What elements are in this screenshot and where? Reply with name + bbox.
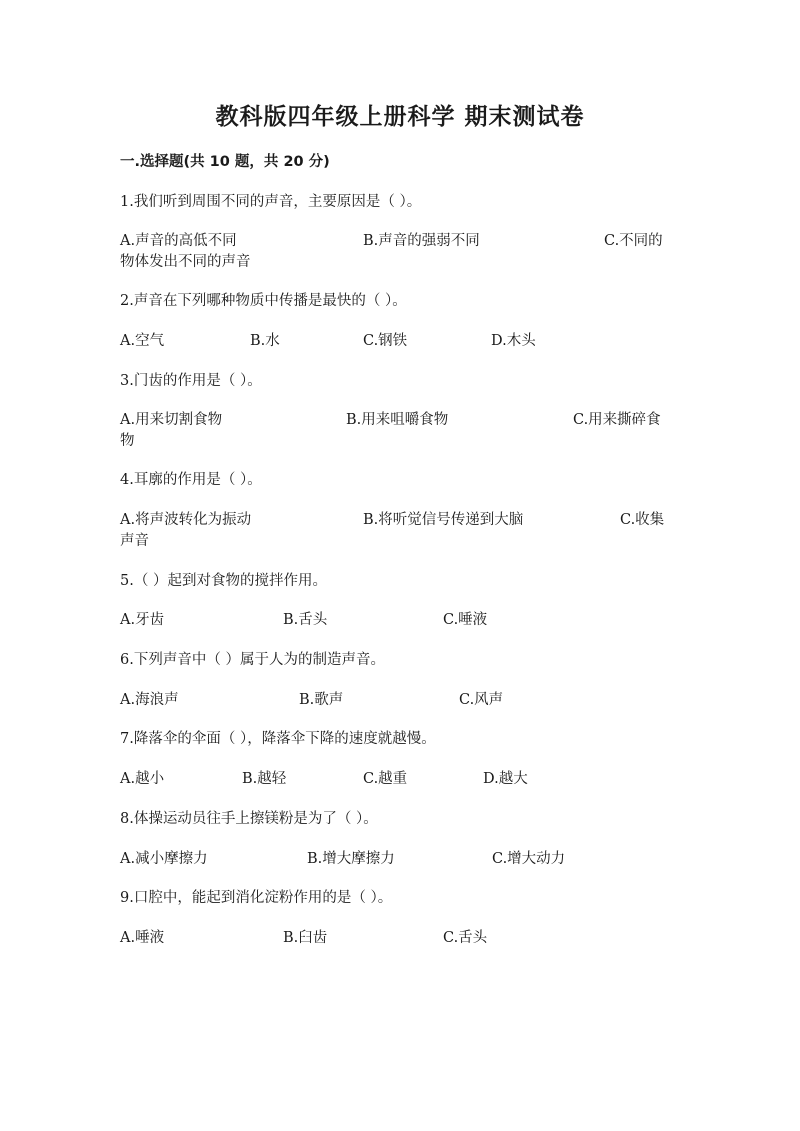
q5-option-a: A.牙齿 <box>120 612 165 628</box>
q7-option-c: C.越重 <box>363 771 408 787</box>
q6-option-c: C.风声 <box>459 692 504 708</box>
q3-option-a: A.用来切割食物 <box>120 412 223 428</box>
q9-option-a: A.唾液 <box>120 930 165 946</box>
q6-option-a: A.海浪声 <box>120 692 179 708</box>
q4-option-c-cont: 声音 <box>120 533 149 549</box>
q3-option-c-cont: 物 <box>120 433 135 449</box>
q7-option-a: A.越小 <box>120 771 165 787</box>
q2-option-c: C.钢铁 <box>363 333 408 349</box>
question-4: 4.耳廓的作用是（ ）。 <box>120 472 262 488</box>
question-7: 7.降落伞的伞面（ ），降落伞下降的速度就越慢。 <box>120 731 436 747</box>
q2-option-d: D.木头 <box>491 333 536 349</box>
q3-option-c: C.用来撕碎食 <box>573 412 661 428</box>
q1-option-b: B.声音的强弱不同 <box>363 233 480 249</box>
question-2: 2.声音在下列哪种物质中传播是最快的（ ）。 <box>120 293 407 309</box>
q2-option-a: A.空气 <box>120 333 165 349</box>
q9-option-c: C.舌头 <box>443 930 488 946</box>
question-9: 9.口腔中，能起到消化淀粉作用的是（ ）。 <box>120 890 393 906</box>
q7-option-b: B.越轻 <box>242 771 287 787</box>
q7-option-d: D.越大 <box>483 771 528 787</box>
q4-option-b: B.将听觉信号传递到大脑 <box>363 512 524 528</box>
question-1: 1.我们听到周围不同的声音，主要原因是（ ）。 <box>120 194 422 210</box>
question-8: 8.体操运动员往手上擦镁粉是为了（ ）。 <box>120 811 378 827</box>
q8-option-a: A.减小摩擦力 <box>120 851 208 867</box>
q5-option-c: C.唾液 <box>443 612 488 628</box>
q8-option-c: C.增大动力 <box>492 851 566 867</box>
q1-option-c: C.不同的 <box>604 233 663 249</box>
q4-option-a: A.将声波转化为振动 <box>120 512 252 528</box>
q8-option-b: B.增大摩擦力 <box>307 851 395 867</box>
section-heading: 一.选择题(共 10 题，共 20 分) <box>120 154 330 170</box>
q9-option-b: B.臼齿 <box>283 930 328 946</box>
q2-option-b: B.水 <box>250 333 280 349</box>
q1-option-a: A.声音的高低不同 <box>120 233 237 249</box>
q5-option-b: B.舌头 <box>283 612 328 628</box>
page-title: 教科版四年级上册科学 期末测试卷 <box>215 104 585 130</box>
q4-option-c: C.收集 <box>620 512 665 528</box>
q6-option-b: B.歌声 <box>299 692 344 708</box>
q1-option-c-cont: 物体发出不同的声音 <box>120 254 251 270</box>
question-6: 6.下列声音中（ ）属于人为的制造声音。 <box>120 652 385 668</box>
q3-option-b: B.用来咀嚼食物 <box>346 412 449 428</box>
question-3: 3.门齿的作用是（ ）。 <box>120 373 262 389</box>
question-5: 5.（ ）起到对食物的搅拌作用。 <box>120 573 327 589</box>
